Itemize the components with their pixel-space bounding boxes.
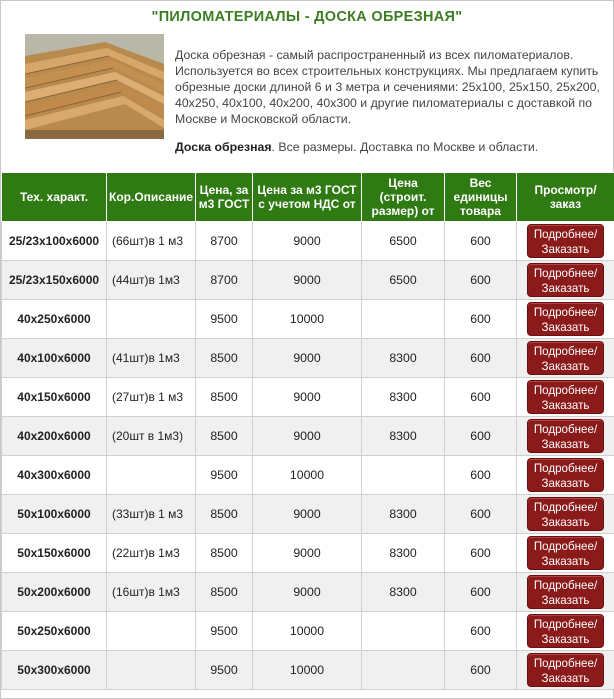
cell-price-build: 8300 <box>362 573 445 612</box>
header-price: Цена, за м3 ГОСТ <box>196 173 253 222</box>
details-order-button[interactable]: Подробнее/ Заказать <box>527 575 604 609</box>
cell-price: 9500 <box>196 651 253 690</box>
table-row <box>2 300 614 339</box>
cell-size: 50х100х6000 <box>2 495 107 534</box>
cell-weight: 600 <box>445 378 517 417</box>
cell-order <box>517 222 614 261</box>
cell-price: 9500 <box>196 456 253 495</box>
cell-size: 40х150х6000 <box>2 378 107 417</box>
cell-price: 8500 <box>196 339 253 378</box>
table-row <box>2 651 614 690</box>
cell-weight: 600 <box>445 222 517 261</box>
cell-desc: (44шт)в 1м3 <box>107 261 196 300</box>
header-price-vat: Цена за м3 ГОСТ с учетом НДС от <box>253 173 362 222</box>
cell-price-build: 8300 <box>362 495 445 534</box>
details-order-button[interactable]: Подробнее/ Заказать <box>527 419 604 453</box>
cell-price: 9500 <box>196 612 253 651</box>
cell-desc: (22шт)в 1м3 <box>107 534 196 573</box>
details-order-button[interactable]: Подробнее/ Заказать <box>527 380 604 414</box>
lumber-stack-image <box>25 34 164 139</box>
cell-desc <box>107 612 196 651</box>
cell-order <box>517 612 614 651</box>
details-order-button[interactable]: Подробнее/ Заказать <box>527 341 604 375</box>
cell-price-build <box>362 300 445 339</box>
cell-weight: 600 <box>445 534 517 573</box>
cell-price-vat: 9000 <box>253 534 362 573</box>
table-row <box>2 339 614 378</box>
cell-size: 50х300х6000 <box>2 651 107 690</box>
subtitle-bold: Доска обрезная <box>175 140 272 154</box>
cell-size: 25/23х150х6000 <box>2 261 107 300</box>
cell-size: 25/23х100х6000 <box>2 222 107 261</box>
cell-price-vat: 10000 <box>253 300 362 339</box>
table-row <box>2 495 614 534</box>
cell-size: 40х300х6000 <box>2 456 107 495</box>
cell-order <box>517 417 614 456</box>
cell-order <box>517 261 614 300</box>
header-desc: Кор.Описание <box>107 173 196 222</box>
cell-size: 50х250х6000 <box>2 612 107 651</box>
table-row <box>2 417 614 456</box>
cell-price-vat: 10000 <box>253 651 362 690</box>
details-order-button[interactable]: Подробнее/ Заказать <box>527 224 604 258</box>
subtitle-text <box>175 140 605 154</box>
page-title: "ПИЛОМАТЕРИАЛЫ - ДОСКА ОБРЕЗНАЯ" <box>151 9 463 25</box>
table-row <box>2 612 614 651</box>
cell-price: 8700 <box>196 222 253 261</box>
table-row <box>2 456 614 495</box>
cell-desc <box>107 456 196 495</box>
price-table <box>1 172 614 690</box>
cell-order <box>517 534 614 573</box>
table-header-row <box>2 173 614 222</box>
header-weight: Вес единицы товара <box>445 173 517 222</box>
details-order-button[interactable]: Подробнее/ Заказать <box>527 497 604 531</box>
cell-size: 40х250х6000 <box>2 300 107 339</box>
cell-weight: 600 <box>445 495 517 534</box>
cell-price-vat: 9000 <box>253 573 362 612</box>
cell-weight: 600 <box>445 417 517 456</box>
cell-desc: (27шт)в 1 м3 <box>107 378 196 417</box>
cell-price-vat: 9000 <box>253 495 362 534</box>
table-row <box>2 222 614 261</box>
details-order-button[interactable]: Подробнее/ Заказать <box>527 263 604 297</box>
cell-price-vat: 9000 <box>253 417 362 456</box>
cell-weight: 600 <box>445 573 517 612</box>
cell-weight: 600 <box>445 651 517 690</box>
cell-order <box>517 300 614 339</box>
details-order-button[interactable]: Подробнее/ Заказать <box>527 458 604 492</box>
lumber-photo <box>25 34 164 139</box>
details-order-button[interactable]: Подробнее/ Заказать <box>527 653 604 687</box>
table-row <box>2 573 614 612</box>
cell-price: 8500 <box>196 573 253 612</box>
header-order: Просмотр/ заказ <box>517 173 614 222</box>
cell-price-vat: 9000 <box>253 339 362 378</box>
cell-price-build: 6500 <box>362 222 445 261</box>
cell-weight: 600 <box>445 300 517 339</box>
cell-desc: (20шт в 1м3) <box>107 417 196 456</box>
cell-order <box>517 339 614 378</box>
cell-size: 50х200х6000 <box>2 573 107 612</box>
cell-order <box>517 651 614 690</box>
cell-price-vat: 9000 <box>253 222 362 261</box>
cell-size: 40х100х6000 <box>2 339 107 378</box>
details-order-button[interactable]: Подробнее/ Заказать <box>527 302 604 336</box>
cell-price: 8500 <box>196 378 253 417</box>
cell-weight: 600 <box>445 261 517 300</box>
cell-price-vat: 10000 <box>253 612 362 651</box>
cell-price: 8700 <box>196 261 253 300</box>
cell-order <box>517 378 614 417</box>
cell-desc: (33шт)в 1 м3 <box>107 495 196 534</box>
details-order-button[interactable]: Подробнее/ Заказать <box>527 536 604 570</box>
cell-price: 8500 <box>196 495 253 534</box>
cell-price-vat: 9000 <box>253 261 362 300</box>
cell-price-build: 8300 <box>362 417 445 456</box>
cell-size: 40х200х6000 <box>2 417 107 456</box>
header-price-build: Цена (строит. размер) от <box>362 173 445 222</box>
cell-price-build: 8300 <box>362 339 445 378</box>
cell-weight: 600 <box>445 339 517 378</box>
description-text: Доска обрезная - самый распространенный из всех пиломатериалов. Используется во всех строительных конструкциях. Мы предлагаем купить обрезные доски длиной 6 и 3 метра и сечениями: 25х100, 25х150, 25х200, 40х250, 40х100, 40х200, 40х300 и другие пиломатериалы с доставкой по Москве и Московской области. <box>175 48 600 126</box>
cell-weight: 600 <box>445 456 517 495</box>
cell-size: 50х150х6000 <box>2 534 107 573</box>
subtitle-rest: . Все размеры. Доставка по Москве и области. <box>271 140 539 154</box>
cell-order <box>517 456 614 495</box>
table-row <box>2 378 614 417</box>
cell-price: 8500 <box>196 534 253 573</box>
cell-price-vat: 10000 <box>253 456 362 495</box>
cell-desc <box>107 300 196 339</box>
details-order-button[interactable]: Подробнее/ Заказать <box>527 614 604 648</box>
cell-desc: (66шт)в 1 м3 <box>107 222 196 261</box>
cell-price: 9500 <box>196 300 253 339</box>
cell-order <box>517 495 614 534</box>
table-row <box>2 261 614 300</box>
cell-desc: (41шт)в 1м3 <box>107 339 196 378</box>
cell-desc <box>107 651 196 690</box>
cell-price-build: 6500 <box>362 261 445 300</box>
cell-price-build: 8300 <box>362 378 445 417</box>
cell-price: 8500 <box>196 417 253 456</box>
cell-price-build: 8300 <box>362 534 445 573</box>
cell-order <box>517 573 614 612</box>
cell-price-build <box>362 612 445 651</box>
header-tech: Тех. характ. <box>2 173 107 222</box>
cell-desc: (16шт)в 1м3 <box>107 573 196 612</box>
table-body <box>2 222 614 690</box>
table-row <box>2 534 614 573</box>
cell-price-build <box>362 651 445 690</box>
cell-price-vat: 9000 <box>253 378 362 417</box>
cell-weight: 600 <box>445 612 517 651</box>
cell-price-build <box>362 456 445 495</box>
